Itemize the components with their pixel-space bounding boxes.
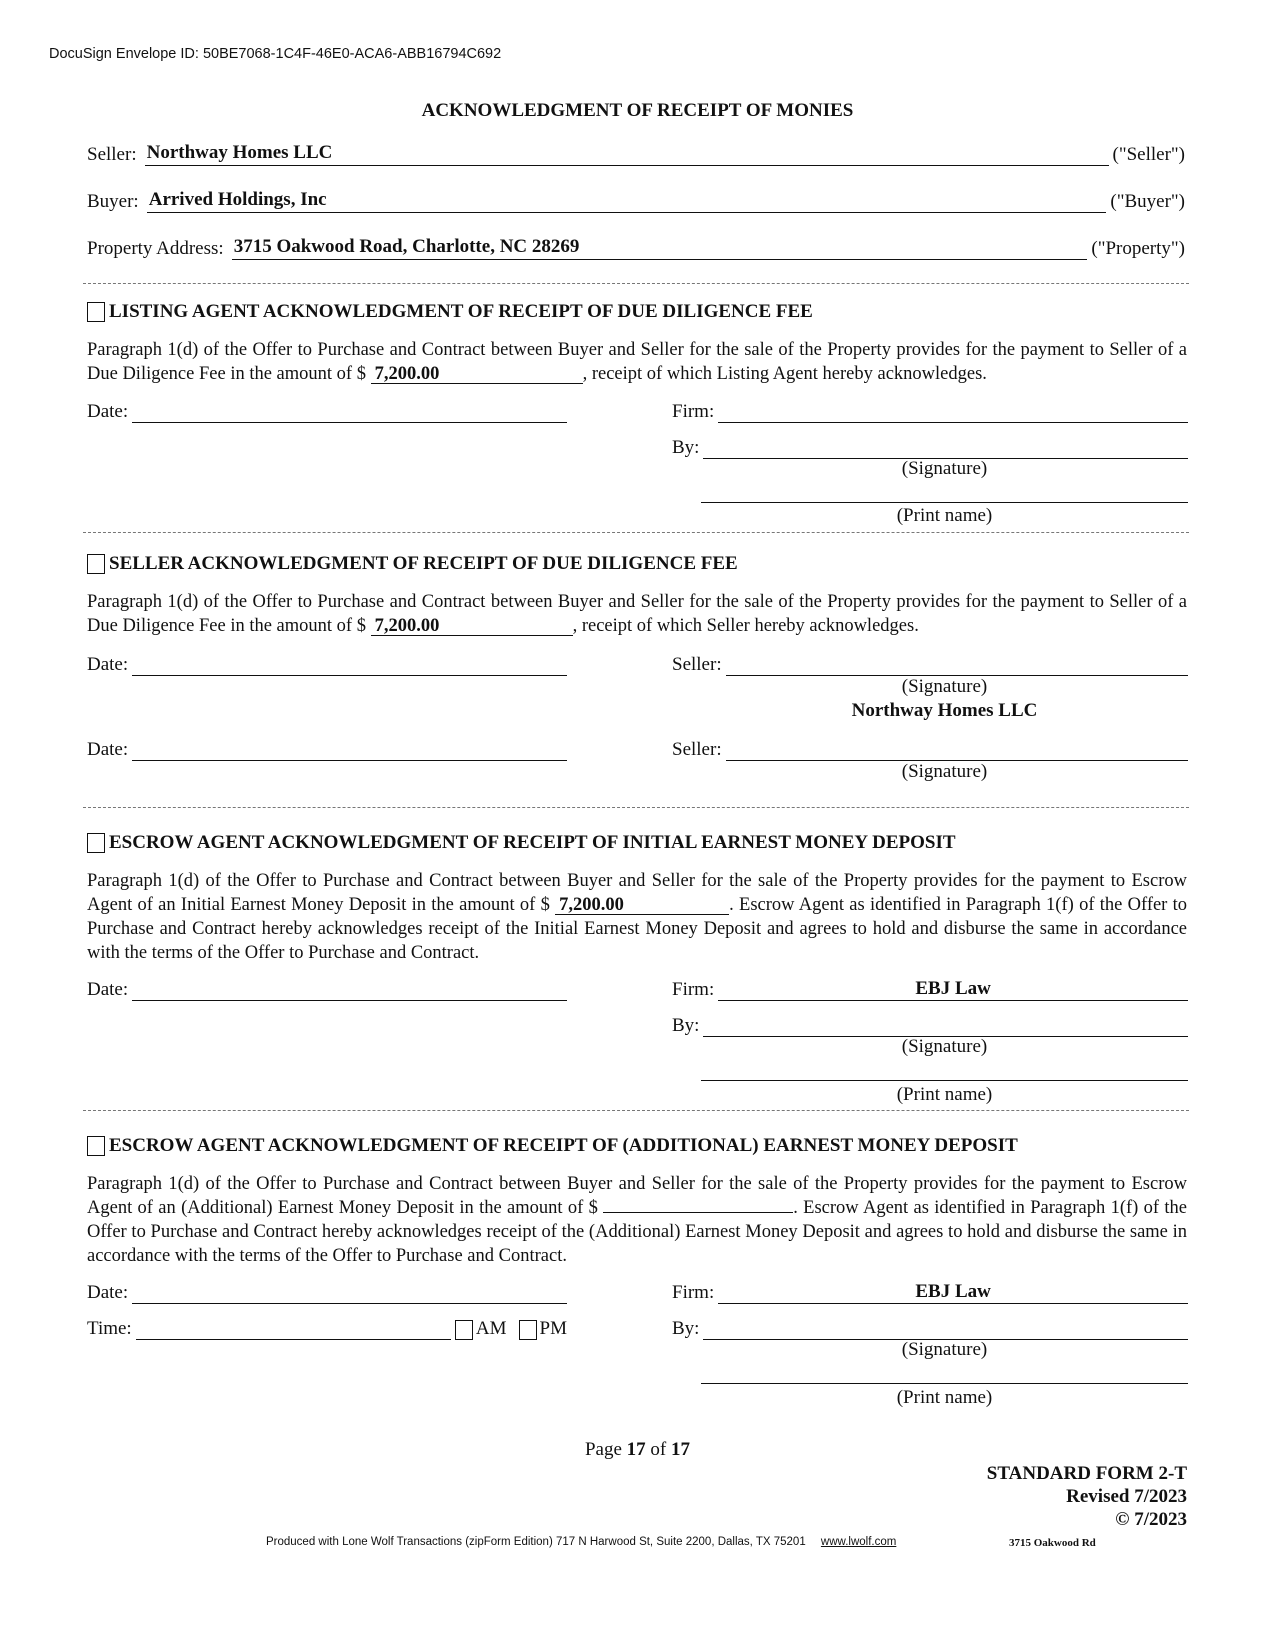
pm-label: PM — [539, 1318, 567, 1339]
seller-date-label: Date: — [87, 654, 129, 675]
seller-signature-caption-2: (Signature) — [901, 761, 988, 782]
page-prefix: Page — [584, 1439, 622, 1460]
additional-escrow-time-row — [87, 1314, 567, 1340]
page-of: of — [650, 1439, 667, 1460]
form-name: STANDARD FORM 2-T — [986, 1463, 1187, 1484]
seller-paragraph-text: Paragraph 1(d) of the Offer to Purchase and Contract between Buyer and Seller for the sale of the Property provides for the payment to Seller of a Due Diligence Fee in the amount of $ — [87, 592, 1187, 636]
seller-name-caption: Northway Homes LLC — [851, 700, 1038, 721]
buyer-party-row — [87, 187, 1185, 213]
pm-checkbox[interactable] — [519, 1320, 537, 1340]
time-field[interactable] — [136, 1339, 451, 1340]
additional-escrow-firm-row — [672, 1278, 1188, 1304]
page-current: 17 — [626, 1439, 646, 1460]
initial-escrow-paragraph-text: Paragraph 1(d) of the Offer to Purchase and Contract between Buyer and Seller for the sale of the Property provides for the payment to Escrow Agent of an Initial Earnest Money Deposit in the amount of $ — [87, 871, 1187, 915]
listing-date-field[interactable] — [132, 422, 567, 423]
seller-sign-label: Seller: — [672, 654, 722, 675]
seller-signature-caption-1: (Signature) — [901, 676, 988, 697]
buyer-label: Buyer: — [87, 191, 139, 212]
listing-date-row — [87, 397, 567, 423]
additional-escrow-amount-field[interactable] — [603, 1212, 793, 1213]
additional-escrow-by-row — [672, 1314, 1188, 1340]
additional-escrow-date-label: Date: — [87, 1282, 129, 1303]
initial-escrow-firm-row — [672, 975, 1188, 1001]
am-checkbox[interactable] — [455, 1320, 473, 1340]
additional-escrow-paragraph-text: Paragraph 1(d) of the Offer to Purchase and Contract between Buyer and Seller for the sale of the Property provides for the payment to Escrow Agent of an (Additional) Earnest Money Deposit in the amount of $ — [87, 1174, 1187, 1218]
property-suffix: ("Property") — [1091, 238, 1185, 259]
listing-print-name-caption: (Print name) — [896, 505, 993, 526]
additional-escrow-firm-field[interactable]: EBJ Law — [718, 1281, 1188, 1304]
additional-escrow-date-row — [87, 1278, 567, 1304]
initial-escrow-date-row — [87, 975, 567, 1001]
listing-agent-heading — [87, 301, 813, 323]
seller-sign-label: Seller: — [672, 739, 722, 760]
footer-website-link[interactable]: www.lwolf.com — [820, 1536, 897, 1548]
listing-by-row — [672, 433, 1188, 459]
seller-date-field-1[interactable] — [132, 675, 567, 676]
seller-paragraph-text-end: , receipt of which Seller hereby acknowledges. — [572, 616, 919, 636]
property-address-field[interactable]: 3715 Oakwood Road, Charlotte, NC 28269 — [232, 235, 1088, 260]
listing-signature-caption: (Signature) — [901, 458, 988, 479]
seller-ack-heading — [87, 553, 738, 575]
listing-paragraph-text-end: , receipt of which Listing Agent hereby acknowledges. — [582, 364, 987, 384]
property-label: Property Address: — [87, 238, 224, 259]
seller-date-field-2[interactable] — [132, 760, 567, 761]
initial-escrow-firm-label: Firm: — [672, 979, 715, 1000]
initial-escrow-date-label: Date: — [87, 979, 129, 1000]
listing-date-label: Date: — [87, 401, 129, 422]
initial-escrow-by-label: By: — [672, 1015, 700, 1036]
additional-escrow-print-name-caption: (Print name) — [896, 1387, 993, 1408]
additional-escrow-print-name-field[interactable] — [701, 1383, 1188, 1384]
additional-escrow-paragraph — [87, 1172, 1187, 1268]
buyer-suffix: ("Buyer") — [1110, 191, 1185, 212]
initial-escrow-firm-field[interactable]: EBJ Law — [718, 978, 1188, 1001]
listing-by-label: By: — [672, 437, 700, 458]
initial-escrow-signature-caption: (Signature) — [901, 1036, 988, 1057]
initial-escrow-date-field[interactable] — [132, 1000, 567, 1001]
section-divider — [83, 807, 1189, 808]
am-label: AM — [475, 1318, 507, 1339]
time-label: Time: — [87, 1318, 132, 1339]
footer-produced-text: Produced with Lone Wolf Transactions (zipForm Edition) 717 N Harwood St, Suite 2200, Dallas, TX 75201 — [266, 1536, 806, 1548]
initial-escrow-by-row — [672, 1011, 1188, 1037]
seller-date-label: Date: — [87, 739, 129, 760]
listing-print-name-field[interactable] — [701, 502, 1188, 503]
page-number — [0, 1439, 1275, 1461]
initial-escrow-print-name-field[interactable] — [701, 1080, 1188, 1081]
listing-firm-row — [672, 397, 1188, 423]
form-copyright: © 7/2023 — [1115, 1509, 1187, 1530]
section-divider — [83, 532, 1189, 533]
section-divider — [83, 283, 1189, 284]
additional-escrow-checkbox[interactable] — [87, 1136, 105, 1156]
page-total: 17 — [671, 1439, 690, 1460]
seller-label: Seller: — [87, 144, 137, 165]
footer-address: 3715 Oakwood Rd — [1009, 1537, 1096, 1549]
seller-signature-row-1 — [672, 650, 1188, 676]
form-revised: Revised 7/2023 — [1066, 1486, 1187, 1507]
additional-escrow-by-label: By: — [672, 1318, 700, 1339]
listing-firm-label: Firm: — [672, 401, 715, 422]
additional-escrow-firm-label: Firm: — [672, 1282, 715, 1303]
seller-name-field[interactable]: Northway Homes LLC — [145, 141, 1109, 166]
initial-escrow-checkbox[interactable] — [87, 833, 105, 853]
additional-escrow-signature-caption: (Signature) — [901, 1339, 988, 1360]
seller-party-row — [87, 140, 1185, 166]
document-title: ACKNOWLEDGMENT OF RECEIPT OF MONIES — [421, 100, 854, 121]
am-pm-options — [451, 1318, 567, 1340]
listing-paragraph-text: Paragraph 1(d) of the Offer to Purchase and Contract between Buyer and Seller for the sale of the Property provides for the payment to Seller of a Due Diligence Fee in the amount of $ — [87, 340, 1187, 384]
initial-escrow-heading — [87, 832, 956, 854]
additional-escrow-heading — [87, 1135, 1018, 1157]
buyer-name-field[interactable]: Arrived Holdings, Inc — [147, 188, 1107, 213]
additional-escrow-heading-text: ESCROW AGENT ACKNOWLEDGMENT OF RECEIPT OF (ADDITIONAL) EARNEST MONEY DEPOSIT — [109, 1135, 1018, 1156]
footer-produced — [266, 1536, 896, 1548]
initial-escrow-print-name-caption: (Print name) — [896, 1084, 993, 1105]
initial-escrow-heading-text: ESCROW AGENT ACKNOWLEDGMENT OF RECEIPT OF INITIAL EARNEST MONEY DEPOSIT — [109, 832, 956, 853]
seller-ack-paragraph — [87, 590, 1187, 638]
initial-escrow-paragraph-text-end: . Escrow Agent as identified in Paragraph 1(f) of the Offer to Purchase and Contract hereby acknowledges receipt of the Initial Earnest Money Deposit and agrees to hold and disburse the same in accordance with the terms of the Offer to Purchase and Contract. — [87, 895, 1188, 963]
seller-date-row-2 — [87, 735, 567, 761]
listing-firm-field[interactable] — [718, 422, 1188, 423]
section-divider — [83, 1110, 1189, 1111]
seller-ack-heading-text: SELLER ACKNOWLEDGMENT OF RECEIPT OF DUE DILIGENCE FEE — [109, 553, 738, 574]
listing-agent-paragraph — [87, 338, 1187, 386]
seller-suffix: ("Seller") — [1112, 144, 1185, 165]
initial-escrow-amount-field[interactable]: 7,200.00 — [555, 896, 729, 915]
seller-amount-field[interactable]: 7,200.00 — [371, 617, 573, 636]
additional-escrow-paragraph-text-end: . Escrow Agent as identified in Paragraph 1(f) of the Offer to Purchase and Contract hereby acknowledges receipt of the (Additional) Earnest Money Deposit and agrees to hold and disburse the same in accordance with the terms of the Offer to Purchase and Contract. — [87, 1198, 1187, 1266]
initial-escrow-paragraph — [87, 869, 1187, 965]
listing-agent-checkbox[interactable] — [87, 302, 105, 322]
additional-escrow-date-field[interactable] — [132, 1303, 567, 1304]
seller-signature-row-2 — [672, 735, 1188, 761]
listing-agent-heading-text: LISTING AGENT ACKNOWLEDGMENT OF RECEIPT OF DUE DILIGENCE FEE — [109, 301, 813, 322]
envelope-id: DocuSign Envelope ID: 50BE7068-1C4F-46E0-ACA6-ABB16794C692 — [49, 46, 502, 62]
seller-date-row-1 — [87, 650, 567, 676]
property-party-row — [87, 234, 1185, 260]
seller-ack-checkbox[interactable] — [87, 554, 105, 574]
listing-amount-field[interactable]: 7,200.00 — [371, 365, 583, 384]
